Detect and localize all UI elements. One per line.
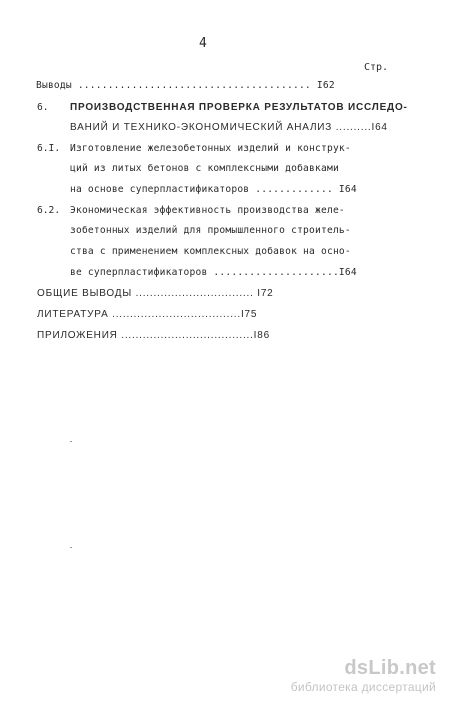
watermark <box>291 657 436 694</box>
scan-speck <box>70 547 72 548</box>
toc-entry-line: ПРОИЗВОДСТВЕННАЯ ПРОВЕРКА РЕЗУЛЬТАТОВ ИССЛЕДО- <box>70 102 408 113</box>
toc-entry-line: зобетонных изделий для промышленного строитель- <box>70 225 351 236</box>
watermark-logo: dsLib.net <box>344 657 436 679</box>
toc-entry-general-conclusions-line: ОБЩИЕ ВЫВОДЫ ................................. I72 <box>37 288 274 299</box>
toc-entry-number: 6.I. <box>37 143 61 154</box>
toc-entry-line: ства с применением комплексных добавок на осно- <box>70 246 351 257</box>
scan-speck <box>70 441 72 442</box>
toc-entry-literature-line: ЛИТЕРАТУРА ....................................I75 <box>37 309 258 320</box>
toc-entry-appendices-line: ПРИЛОЖЕНИЯ .....................................I86 <box>37 330 270 341</box>
toc-entry-line: ве суперпластификаторов .....................I64 <box>70 267 357 278</box>
toc-entry-number: 6.2. <box>37 205 61 216</box>
toc-entry-number: 6. <box>37 102 49 113</box>
page-number: 4 <box>199 36 207 51</box>
toc-entry-line: Изготовление железобетонных изделий и конструк- <box>70 143 351 154</box>
toc-entry-line: Экономическая эффективность производства желе- <box>70 205 345 216</box>
toc-entry-line: на основе суперпластификаторов ............. I64 <box>70 184 357 195</box>
column-header: Стр. <box>364 62 389 73</box>
toc-entry-line: ВАНИЙ И ТЕХНИКО-ЭКОНОМИЧЕСКИЙ АНАЛИЗ ..........I64 <box>70 122 388 133</box>
toc-entry-conclusions-line: Выводы ....................................... I62 <box>36 80 335 91</box>
toc-entry-line: ций из литых бетонов с комплексными добавками <box>70 163 339 174</box>
watermark-tagline: библиотека диссертаций <box>290 680 436 694</box>
